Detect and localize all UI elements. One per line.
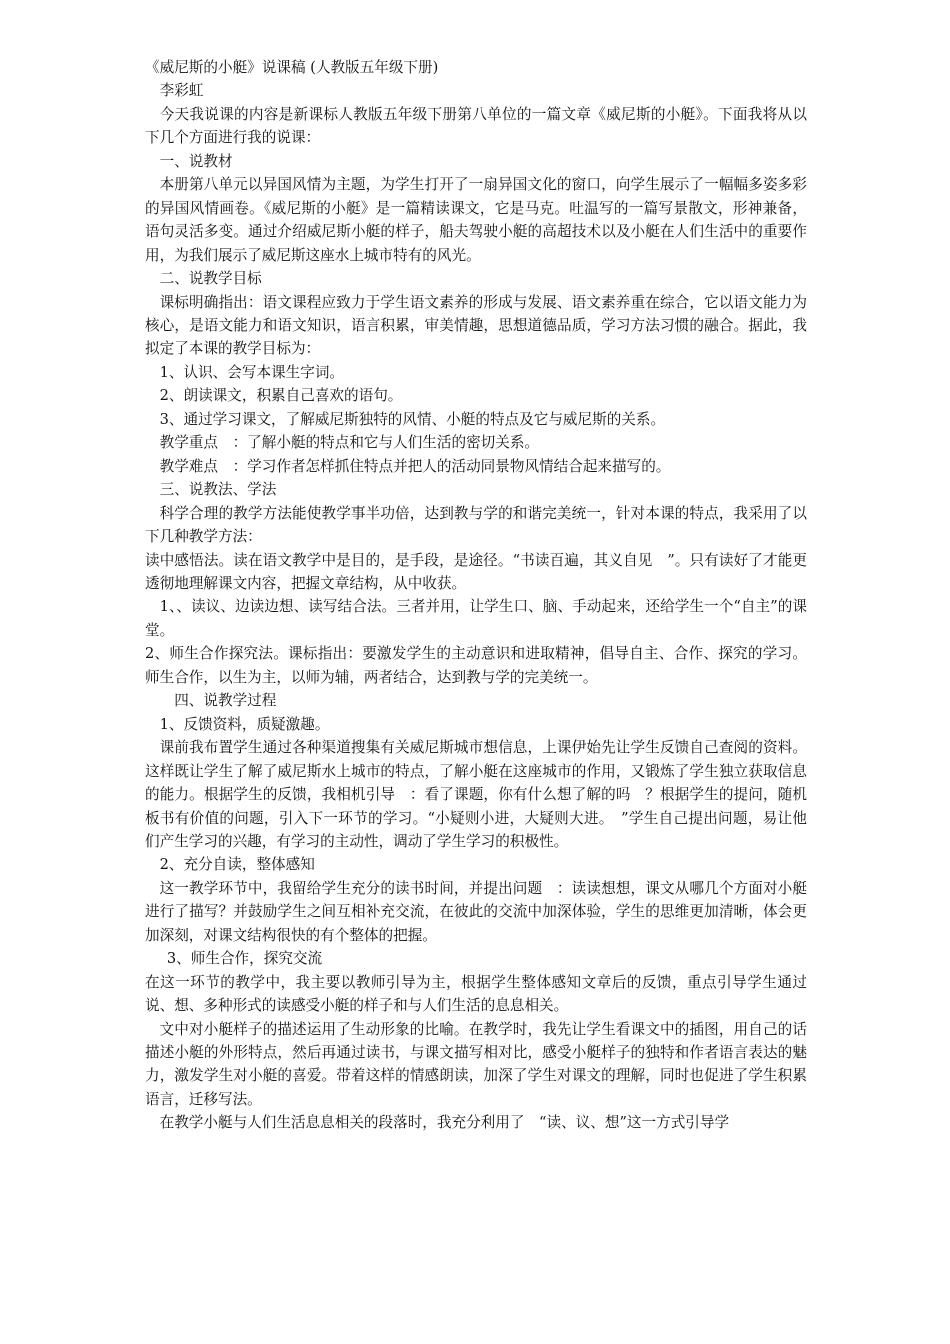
paragraph: 在这一环节的教学中，我主要以教师引导为主，根据学生整体感知文章后的反馈，重点引导学生通过说、想、多种形式的读感受小艇的样子和与人们生活的息息相关。 (145, 973, 807, 1015)
document-page (145, 56, 807, 1135)
paragraph: 1、反馈资料，质疑激趣。 (159, 715, 330, 733)
paragraph: 2、充分自读，整体感知 (159, 856, 315, 874)
paragraph: 这一教学环节中，我留给学生充分的读书时间，并提出问题 ：读读想想，课文从哪几个方面对小艇进行了描写？并鼓励学生之间互相补充交流，在彼此的交流中加深体验，学生的思维更加清晰，体会更加深刻，对课文结构很快的有个整体的把握。 (145, 879, 807, 944)
paragraph: 3、师生合作，探究交流 (166, 950, 323, 968)
author-name: 李彩虹 (159, 82, 204, 100)
paragraph: 读中感悟法。读在语文教学中是目的，是手段，是途径。“书读百遍，其义自见 ”。只有读好了才能更透彻地理解课文内容，把握文章结构，从中收获。 (145, 551, 807, 592)
document-body (145, 103, 807, 1135)
paragraph: 1、认识、会写本课生字词。 (159, 363, 345, 381)
paragraph: 二、说教学目标 (159, 270, 262, 288)
paragraph: 课标明确指出：语文课程应致力于学生语文素养的形成与发展、语文素养重在综合，它以语文能力为核心，是语文能力和语文知识，语言积累，审美情趣，思想道德品质，学习方法习惯的融合。据此，我拟定了本课的教学目标为： (145, 293, 807, 358)
paragraph: 3、通过学习课文，了解威尼斯独特的风情、小艇的特点及它与威尼斯的关系。 (159, 410, 666, 428)
paragraph: 教学重点 ：了解小艇的特点和它与人们生活的密切关系。 (159, 434, 540, 452)
paragraph: 一、说教材 (159, 152, 233, 170)
paragraph: 在教学小艇与人们生活息息相关的段落时，我充分利用了 “读、议、想”这一方式引导学 (159, 1114, 730, 1132)
paragraph: 科学合理的教学方法能使教学事半功倍，达到教与学的和谐完美统一，针对本课的特点，我采用了以下几种教学方法： (145, 504, 807, 546)
paragraph: 四、说教学过程 (174, 692, 277, 710)
paragraph: 文中对小艇样子的描述运用了生动形象的比喻。在教学时，我先让学生看课文中的插图，用自己的话描述小艇的外形特点，然后再通过读书，与课文描写相对比，感受小艇样子的独特和作者语言表达的魅力，激发学生对小艇的喜爱。带着这样的情感朗读，加深了学生对课文的理解，同时也促进了学生积累语言，迁移写法。 (145, 1020, 807, 1108)
document-title: 《威尼斯的小艇》说课稿 (人教版五年级下册) (145, 59, 439, 76)
paragraph: 本册第八单元以异国风情为主题，为学生打开了一扇异国文化的窗口，向学生展示了一幅幅多姿多彩的异国风情画卷。《威尼斯的小艇》是一篇精读课文，它是马克。吐温写的一篇写景散文，形神兼备，语句灵活多变。通过介绍威尼斯小艇的样子，船夫驾驶小艇的高超技术以及小艇在人们生活中的重要作用，为我们展示了威尼斯这座水上城市特有的风光。 (145, 176, 807, 264)
paragraph: 今天我说课的内容是新课标人教版五年级下册第八单位的一篇文章《威尼斯的小艇》。下面我将从以下几个方面进行我的说课： (145, 105, 807, 147)
paragraph: 2、朗读课文，积累自己喜欢的语句。 (159, 387, 403, 405)
paragraph: 教学难点 ：学习作者怎样抓住特点并把人的活动同景物风情结合起来描写的。 (159, 457, 671, 475)
paragraph: 2、师生合作探究法。课标指出：要激发学生的主动意识和进取精神，倡导自主、合作、探究的学习。师生合作，以生为主，以师为辅，两者结合，达到教与学的完美统一。 (145, 645, 807, 686)
paragraph: 课前我布置学生通过各种渠道搜集有关威尼斯城市想信息，上课伊始先让学生反馈自己查阅的资料。这样既让学生了解了威尼斯水上城市的特点，了解小艇在这座城市的作用，又锻炼了学生独立获取信息的能力。根据学生的反馈，我相机引导 ：看了课题，你有什么想了解的吗 ？根据学生的提问，随机板书有价值的问题，引入下一环节的学习。“小疑则小进，大疑则大进。 ”学生自己提出问题，易让他们产生学习的兴趣，有学习的主动性，调动了学生学习的积极性。 (145, 739, 807, 850)
paragraph: 三、说教法、学法 (159, 481, 277, 499)
paragraph: 1、、读议、边读边想、读写结合法。三者并用，让学生口、脑、手动起来，还给学生一个“自主”的课堂。 (145, 598, 807, 639)
